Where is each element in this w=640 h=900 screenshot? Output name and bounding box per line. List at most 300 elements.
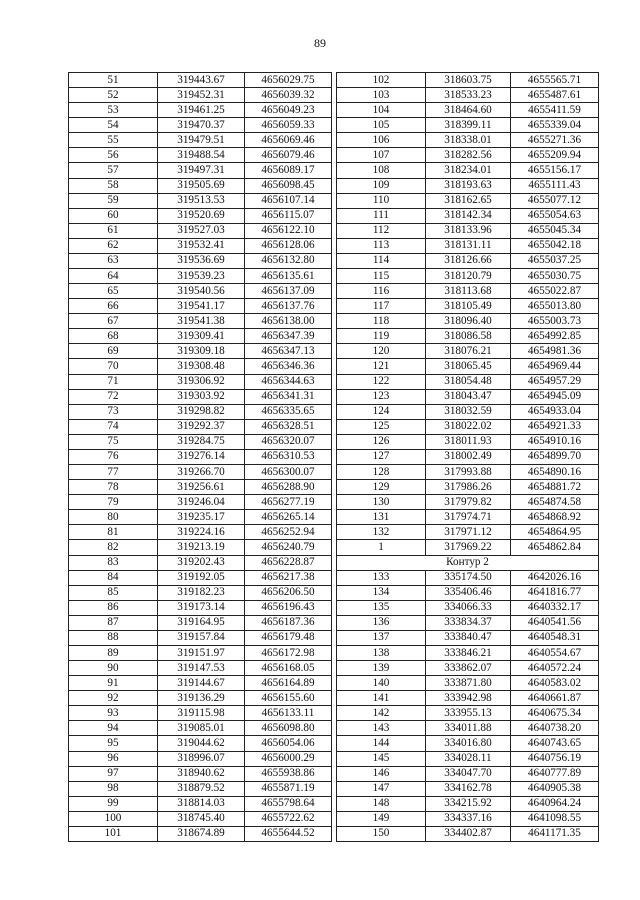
y-coordinate: 4656059.33: [245, 118, 332, 133]
table-row: [69, 766, 332, 781]
table-row: [337, 374, 599, 389]
y-coordinate: 4656122.10: [245, 223, 332, 238]
table-row: [69, 253, 332, 268]
y-coordinate: 4654992.85: [511, 329, 599, 344]
table-row: [69, 148, 332, 163]
y-coordinate: 4654910.16: [511, 434, 599, 449]
y-coordinate: 4654874.58: [511, 495, 599, 510]
table-row: [69, 826, 332, 841]
point-number: 142: [337, 706, 426, 721]
y-coordinate: 4656089.17: [245, 163, 332, 178]
table-row: [69, 269, 332, 284]
table-row: [337, 404, 599, 419]
table-row: [337, 676, 599, 691]
y-coordinate: 4655022.87: [511, 284, 599, 299]
x-coordinate: 319202.43: [158, 555, 245, 570]
table-row: [69, 389, 332, 404]
point-number: 144: [337, 736, 426, 751]
table-row: [69, 676, 332, 691]
x-coordinate: 319276.14: [158, 449, 245, 464]
table-row: [337, 661, 599, 676]
point-number: 109: [337, 178, 426, 193]
point-number: 129: [337, 480, 426, 495]
table-row: [69, 88, 332, 103]
y-coordinate: 4656206.50: [245, 585, 332, 600]
table-row: [337, 751, 599, 766]
x-coordinate: 319536.69: [158, 253, 245, 268]
x-coordinate: 319532.41: [158, 238, 245, 253]
coordinates-table-right: [336, 72, 599, 842]
x-coordinate: 319303.92: [158, 389, 245, 404]
point-number: 132: [337, 525, 426, 540]
table-row: [69, 299, 332, 314]
point-number: 59: [69, 193, 158, 208]
x-coordinate: 319443.67: [158, 73, 245, 88]
table-row: [69, 480, 332, 495]
point-number: 55: [69, 133, 158, 148]
x-coordinate: 319527.03: [158, 223, 245, 238]
x-coordinate: 319157.84: [158, 630, 245, 645]
y-coordinate: 4642026.16: [511, 570, 599, 585]
y-coordinate: 4655798.64: [245, 796, 332, 811]
x-coordinate: 318076.21: [426, 344, 511, 359]
point-number: 104: [337, 103, 426, 118]
table-row: [337, 359, 599, 374]
y-coordinate: 4656132.80: [245, 253, 332, 268]
table-row: [337, 133, 599, 148]
table-row: [337, 299, 599, 314]
table-row: [337, 118, 599, 133]
y-coordinate: 4640743.65: [511, 736, 599, 751]
table-row: [69, 510, 332, 525]
x-coordinate: 319115.98: [158, 706, 245, 721]
y-coordinate: 4640964.24: [511, 796, 599, 811]
table-row: [69, 118, 332, 133]
table-row: [69, 329, 332, 344]
y-coordinate: 4656335.65: [245, 404, 332, 419]
y-coordinate: 4656000.29: [245, 751, 332, 766]
contour-label: Контур 2: [337, 555, 599, 570]
table-row: [69, 103, 332, 118]
x-coordinate: 317986.26: [426, 480, 511, 495]
y-coordinate: 4640661.87: [511, 691, 599, 706]
table-row: [337, 826, 599, 841]
point-number: 65: [69, 284, 158, 299]
x-coordinate: 319144.67: [158, 676, 245, 691]
x-coordinate: 318043.47: [426, 389, 511, 404]
point-number: 91: [69, 676, 158, 691]
x-coordinate: 334066.33: [426, 600, 511, 615]
x-coordinate: 335174.50: [426, 570, 511, 585]
x-coordinate: 318745.40: [158, 811, 245, 826]
point-number: 100: [69, 811, 158, 826]
x-coordinate: 319541.17: [158, 299, 245, 314]
point-number: 138: [337, 645, 426, 660]
x-coordinate: 319298.82: [158, 404, 245, 419]
table-row: [337, 419, 599, 434]
y-coordinate: 4640756.19: [511, 751, 599, 766]
y-coordinate: 4656168.05: [245, 661, 332, 676]
x-coordinate: 317971.12: [426, 525, 511, 540]
table-row: [337, 163, 599, 178]
y-coordinate: 4656300.07: [245, 465, 332, 480]
y-coordinate: 4656049.23: [245, 103, 332, 118]
point-number: 89: [69, 645, 158, 660]
table-row: [337, 495, 599, 510]
y-coordinate: 4656347.39: [245, 329, 332, 344]
y-coordinate: 4656098.45: [245, 178, 332, 193]
x-coordinate: 319246.04: [158, 495, 245, 510]
point-number: 126: [337, 434, 426, 449]
x-coordinate: 319173.14: [158, 600, 245, 615]
table-row: [337, 284, 599, 299]
table-row: [69, 404, 332, 419]
point-number: 80: [69, 510, 158, 525]
x-coordinate: 333871.80: [426, 676, 511, 691]
table-row: [337, 193, 599, 208]
y-coordinate: 4655045.34: [511, 223, 599, 238]
y-coordinate: 4640738.20: [511, 721, 599, 736]
x-coordinate: 319164.95: [158, 615, 245, 630]
point-number: 70: [69, 359, 158, 374]
point-number: 124: [337, 404, 426, 419]
point-number: 93: [69, 706, 158, 721]
table-row: [69, 691, 332, 706]
point-number: 92: [69, 691, 158, 706]
x-coordinate: 334028.11: [426, 751, 511, 766]
y-coordinate: 4655077.12: [511, 193, 599, 208]
y-coordinate: 4640541.56: [511, 615, 599, 630]
point-number: 60: [69, 208, 158, 223]
x-coordinate: 318674.89: [158, 826, 245, 841]
x-coordinate: 334047.70: [426, 766, 511, 781]
point-number: 113: [337, 238, 426, 253]
x-coordinate: 318120.79: [426, 269, 511, 284]
table-row: [69, 570, 332, 585]
x-coordinate: 319192.05: [158, 570, 245, 585]
x-coordinate: 319309.41: [158, 329, 245, 344]
y-coordinate: 4656240.79: [245, 540, 332, 555]
point-number: 117: [337, 299, 426, 314]
y-coordinate: 4656320.07: [245, 434, 332, 449]
point-number: 101: [69, 826, 158, 841]
table-row: [69, 736, 332, 751]
y-coordinate: 4656128.06: [245, 238, 332, 253]
table-row: [69, 796, 332, 811]
table-row: [337, 434, 599, 449]
y-coordinate: 4656137.76: [245, 299, 332, 314]
table-row: [337, 223, 599, 238]
table-row: [337, 103, 599, 118]
x-coordinate: 319256.61: [158, 480, 245, 495]
table-row: [69, 525, 332, 540]
point-number: 74: [69, 419, 158, 434]
y-coordinate: 4656164.89: [245, 676, 332, 691]
point-number: 123: [337, 389, 426, 404]
x-coordinate: 318065.45: [426, 359, 511, 374]
point-number: 146: [337, 766, 426, 781]
point-number: 57: [69, 163, 158, 178]
point-number: 103: [337, 88, 426, 103]
table-row: [337, 238, 599, 253]
x-coordinate: 319044.62: [158, 736, 245, 751]
point-number: 75: [69, 434, 158, 449]
point-number: 111: [337, 208, 426, 223]
y-coordinate: 4641816.77: [511, 585, 599, 600]
point-number: 69: [69, 344, 158, 359]
x-coordinate: 334337.16: [426, 811, 511, 826]
table-row: [69, 495, 332, 510]
point-number: 105: [337, 118, 426, 133]
x-coordinate: 319224.16: [158, 525, 245, 540]
x-coordinate: 333942.98: [426, 691, 511, 706]
point-number: 139: [337, 661, 426, 676]
x-coordinate: 319540.56: [158, 284, 245, 299]
x-coordinate: 319306.92: [158, 374, 245, 389]
x-coordinate: 318533.23: [426, 88, 511, 103]
y-coordinate: 4656310.53: [245, 449, 332, 464]
point-number: 98: [69, 781, 158, 796]
point-number: 141: [337, 691, 426, 706]
table-row: [337, 329, 599, 344]
table-row: [337, 465, 599, 480]
table-row: [69, 238, 332, 253]
y-coordinate: 4654864.95: [511, 525, 599, 540]
point-number: 148: [337, 796, 426, 811]
table-row: [69, 811, 332, 826]
x-coordinate: 319085.01: [158, 721, 245, 736]
x-coordinate: 318879.52: [158, 781, 245, 796]
y-coordinate: 4656155.60: [245, 691, 332, 706]
table-row: [337, 630, 599, 645]
table-row: [69, 555, 332, 570]
point-number: 130: [337, 495, 426, 510]
point-number: 120: [337, 344, 426, 359]
point-number: 73: [69, 404, 158, 419]
point-number: 121: [337, 359, 426, 374]
x-coordinate: 318464.60: [426, 103, 511, 118]
x-coordinate: 318996.07: [158, 751, 245, 766]
point-number: 108: [337, 163, 426, 178]
x-coordinate: 318133.96: [426, 223, 511, 238]
x-coordinate: 333862.07: [426, 661, 511, 676]
point-number: 61: [69, 223, 158, 238]
table-row: [69, 193, 332, 208]
table-row: [337, 73, 599, 88]
table-row: [69, 751, 332, 766]
y-coordinate: 4656265.14: [245, 510, 332, 525]
y-coordinate: 4655054.63: [511, 208, 599, 223]
y-coordinate: 4655042.18: [511, 238, 599, 253]
y-coordinate: 4656346.36: [245, 359, 332, 374]
x-coordinate: 318022.02: [426, 419, 511, 434]
x-coordinate: 318086.58: [426, 329, 511, 344]
x-coordinate: 319505.69: [158, 178, 245, 193]
x-coordinate: 318193.63: [426, 178, 511, 193]
table-row: [69, 434, 332, 449]
table-row: [69, 721, 332, 736]
x-coordinate: 318105.49: [426, 299, 511, 314]
point-number: 110: [337, 193, 426, 208]
x-coordinate: 318113.68: [426, 284, 511, 299]
table-row: [69, 781, 332, 796]
y-coordinate: 4654890.16: [511, 465, 599, 480]
table-row: [69, 344, 332, 359]
x-coordinate: 318814.03: [158, 796, 245, 811]
y-coordinate: 4655030.75: [511, 269, 599, 284]
table-row: [69, 284, 332, 299]
x-coordinate: 333955.13: [426, 706, 511, 721]
y-coordinate: 4641171.35: [511, 826, 599, 841]
x-coordinate: 318162.65: [426, 193, 511, 208]
y-coordinate: 4656172.98: [245, 645, 332, 660]
point-number: 82: [69, 540, 158, 555]
point-number: 79: [69, 495, 158, 510]
contour-header-row: [337, 555, 599, 570]
y-coordinate: 4656196.43: [245, 600, 332, 615]
y-coordinate: 4656115.07: [245, 208, 332, 223]
point-number: 135: [337, 600, 426, 615]
y-coordinate: 4655722.62: [245, 811, 332, 826]
point-number: 78: [69, 480, 158, 495]
y-coordinate: 4656187.36: [245, 615, 332, 630]
table-row: [337, 600, 599, 615]
y-coordinate: 4640583.02: [511, 676, 599, 691]
x-coordinate: 318054.48: [426, 374, 511, 389]
point-number: 122: [337, 374, 426, 389]
y-coordinate: 4656288.90: [245, 480, 332, 495]
y-coordinate: 4640572.24: [511, 661, 599, 676]
point-number: 107: [337, 148, 426, 163]
point-number: 90: [69, 661, 158, 676]
y-coordinate: 4656107.14: [245, 193, 332, 208]
point-number: 150: [337, 826, 426, 841]
y-coordinate: 4656135.61: [245, 269, 332, 284]
y-coordinate: 4656341.31: [245, 389, 332, 404]
table-row: [69, 615, 332, 630]
x-coordinate: 319479.51: [158, 133, 245, 148]
point-number: 145: [337, 751, 426, 766]
point-number: 64: [69, 269, 158, 284]
x-coordinate: 318032.59: [426, 404, 511, 419]
x-coordinate: 319147.53: [158, 661, 245, 676]
point-number: 95: [69, 736, 158, 751]
table-row: [69, 585, 332, 600]
y-coordinate: 4655871.19: [245, 781, 332, 796]
x-coordinate: 319292.37: [158, 419, 245, 434]
point-number: 76: [69, 449, 158, 464]
x-coordinate: 319213.19: [158, 540, 245, 555]
table-row: [69, 540, 332, 555]
x-coordinate: 334215.92: [426, 796, 511, 811]
x-coordinate: 318338.01: [426, 133, 511, 148]
point-number: 88: [69, 630, 158, 645]
y-coordinate: 4654933.04: [511, 404, 599, 419]
point-number: 102: [337, 73, 426, 88]
table-row: [69, 706, 332, 721]
table-row: [69, 630, 332, 645]
x-coordinate: 334016.80: [426, 736, 511, 751]
y-coordinate: 4655111.43: [511, 178, 599, 193]
point-number: 137: [337, 630, 426, 645]
x-coordinate: 318142.34: [426, 208, 511, 223]
table-row: [337, 766, 599, 781]
point-number: 140: [337, 676, 426, 691]
x-coordinate: 319513.53: [158, 193, 245, 208]
table-row: [69, 208, 332, 223]
table-row: [337, 208, 599, 223]
table-row: [337, 736, 599, 751]
x-coordinate: 318131.11: [426, 238, 511, 253]
point-number: 87: [69, 615, 158, 630]
x-coordinate: 333834.37: [426, 615, 511, 630]
table-row: [337, 269, 599, 284]
point-number: 118: [337, 314, 426, 329]
x-coordinate: 319452.31: [158, 88, 245, 103]
x-coordinate: 334162.78: [426, 781, 511, 796]
x-coordinate: 318282.56: [426, 148, 511, 163]
x-coordinate: 319151.97: [158, 645, 245, 660]
table-row: [337, 781, 599, 796]
x-coordinate: 318011.93: [426, 434, 511, 449]
y-coordinate: 4656039.32: [245, 88, 332, 103]
point-number: 86: [69, 600, 158, 615]
y-coordinate: 4640548.31: [511, 630, 599, 645]
y-coordinate: 4655565.71: [511, 73, 599, 88]
table-row: [337, 253, 599, 268]
point-number: 133: [337, 570, 426, 585]
x-coordinate: 333846.21: [426, 645, 511, 660]
x-coordinate: 319182.23: [158, 585, 245, 600]
table-row: [337, 615, 599, 630]
table-row: [337, 480, 599, 495]
table-row: [337, 570, 599, 585]
y-coordinate: 4656069.46: [245, 133, 332, 148]
table-row: [69, 661, 332, 676]
y-coordinate: 4654881.72: [511, 480, 599, 495]
y-coordinate: 4640675.34: [511, 706, 599, 721]
point-number: 84: [69, 570, 158, 585]
x-coordinate: 318603.75: [426, 73, 511, 88]
point-number: 51: [69, 73, 158, 88]
point-number: 149: [337, 811, 426, 826]
coordinates-table-left: [68, 72, 332, 842]
x-coordinate: 319520.69: [158, 208, 245, 223]
point-number: 106: [337, 133, 426, 148]
x-coordinate: 319266.70: [158, 465, 245, 480]
y-coordinate: 4640777.89: [511, 766, 599, 781]
table-row: [337, 691, 599, 706]
point-number: 85: [69, 585, 158, 600]
y-coordinate: 4656079.46: [245, 148, 332, 163]
point-number: 71: [69, 374, 158, 389]
point-number: 72: [69, 389, 158, 404]
point-number: 143: [337, 721, 426, 736]
y-coordinate: 4656138.00: [245, 314, 332, 329]
table-row: [69, 419, 332, 434]
y-coordinate: 4656137.09: [245, 284, 332, 299]
y-coordinate: 4640332.17: [511, 600, 599, 615]
y-coordinate: 4656098.80: [245, 721, 332, 736]
y-coordinate: 4654862.84: [511, 540, 599, 555]
table-row: [337, 510, 599, 525]
x-coordinate: 318234.01: [426, 163, 511, 178]
x-coordinate: 319308.48: [158, 359, 245, 374]
x-coordinate: 319461.25: [158, 103, 245, 118]
x-coordinate: 317979.82: [426, 495, 511, 510]
x-coordinate: 319309.18: [158, 344, 245, 359]
x-coordinate: 318002.49: [426, 449, 511, 464]
